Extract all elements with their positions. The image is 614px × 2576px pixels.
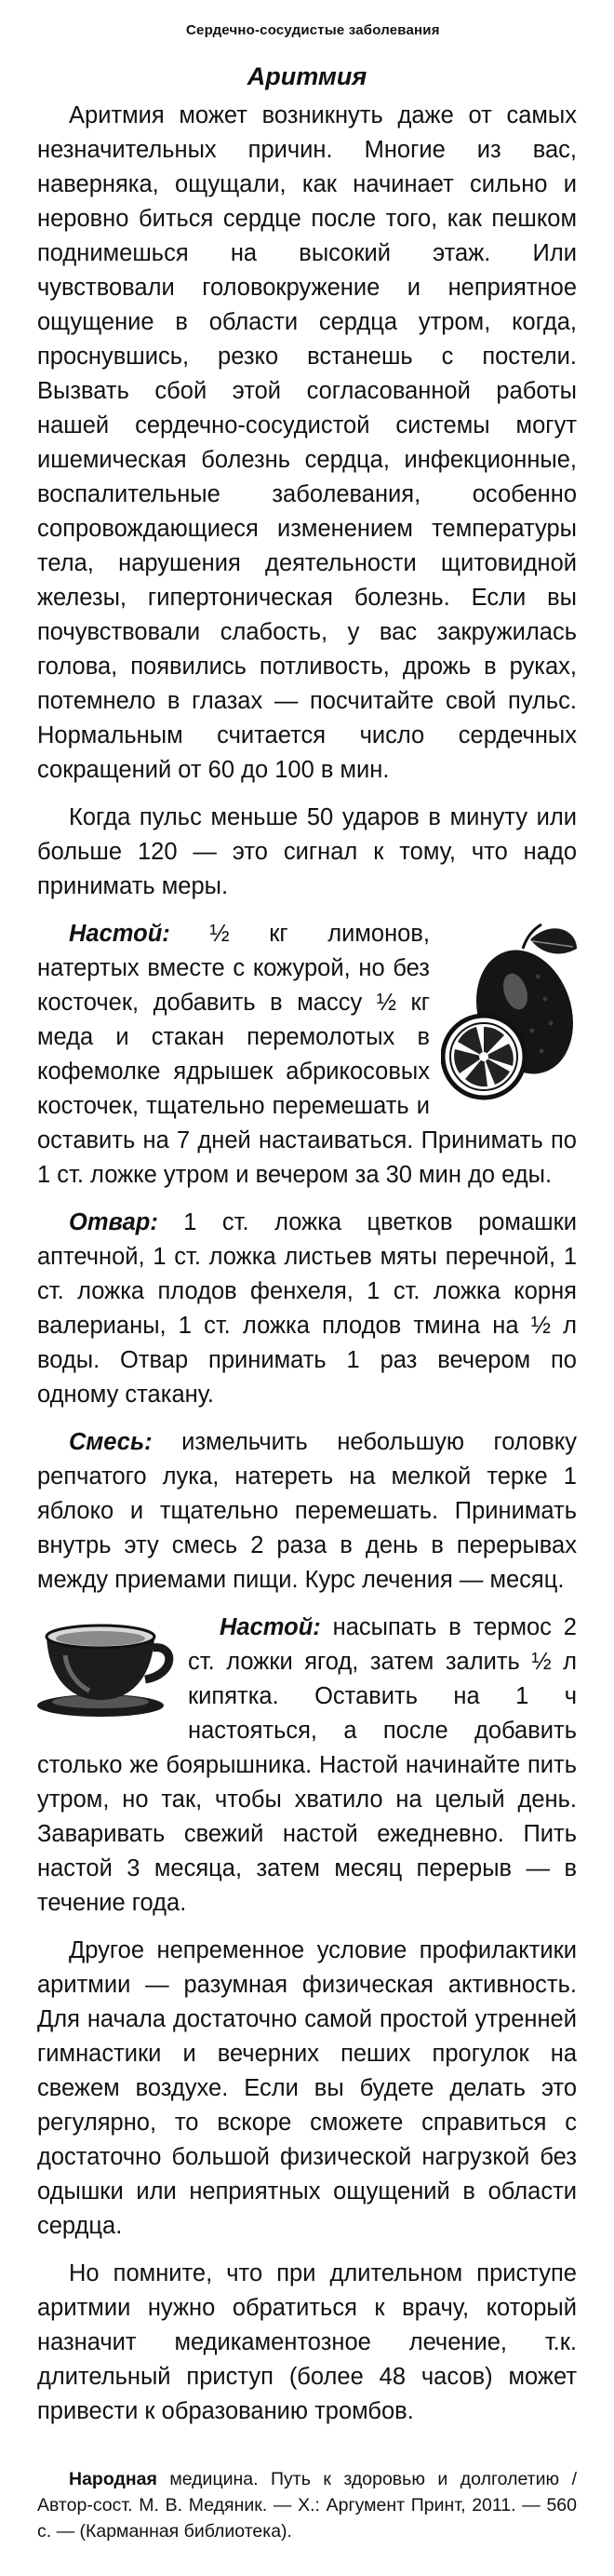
recipe-lead: Настой: [220, 1614, 321, 1640]
pulse-paragraph: Когда пульс меньше 50 ударов в минуту или больше 120 — это сигнал к тому, что надо принимать меры. [37, 804, 577, 899]
teacup-icon [33, 1616, 175, 1720]
source-text: медицина. Путь к здоровью и долголетию / Автор-сост. М. В. Медяник. — Х.: Аргумент Принт, 2011. — 560 с. — (Карманная библиотека). [37, 2469, 577, 2542]
recipe-lead: Смесь: [69, 1429, 153, 1455]
source-lead: Народная [69, 2469, 157, 2489]
recipe-mixture [37, 1425, 577, 1598]
lemon-icon [441, 921, 581, 1103]
recipe-text: насыпать в термос 2 ст. ложки ягод, затем залить ½ л кипятка. Оставить на 1 ч настояться, а после добавить столько же боярышника. Настой начинайте пить утром, но так, чтобы хватило на целый день. Заваривать свежий настой ежедневно. Пить настой 3 месяца, затем месяц перерыв — в течение года. [37, 1614, 577, 1916]
recipe-text: ½ кг лимонов, натертых вместе с кожурой, но без косточек, добавить в массу ½ кг меда и стакан перемолотых в кофемолке ядрышек абрикосовых косточек, тщательно перемешать и оставить на 7 дней настаиваться. Принимать по 1 ст. ложке утром и вечером за 30 мин до еды. [37, 921, 577, 1188]
recipe-lead: Отвар: [69, 1209, 158, 1235]
teacup-illustration [33, 1616, 175, 1720]
recipe-text: измельчить небольшую головку репчатого лука, натереть на мелкой терке 1 яблоко и тщательно перемешать. Принимать внутрь эту смесь 2 раза в день в перерывах между приемами пищи. Курс лечения — месяц. [37, 1429, 577, 1593]
doctor-paragraph: Но помните, что при длительном приступе аритмии нужно обратиться к врачу, который назначит медикаментозное лечение, т.к. длительный приступ (более 48 часов) может привести к образованию тромбов. [37, 2260, 577, 2424]
article-title: Аритмия [247, 62, 367, 90]
recipe-lead: Настой: [69, 921, 170, 947]
source-citation [37, 2466, 577, 2544]
activity-paragraph: Другое непременное условие профилактики аритмии — разумная физическая активность. Для начала достаточно самой простой утренней гимнастики и вечерних пеших прогулок на свежем воздухе. Если вы будете делать это регулярно, то вскоре сможете справиться с достаточно большой физической нагрузкой без одышки или неприятных ощущений в области сердца. [37, 1937, 577, 2239]
intro-paragraph: Аритмия может возникнуть даже от самых незначительных причин. Многие из вас, наверняка, ощущали, как начинает сильно и неровно биться сердце после того, как пешком поднимешься на высокий этаж. Или чувствовали головокружение и неприятное ощущение в области сердца утром, когда, проснувшись, резко встанешь с постели. Вызвать сбой этой согласованной работы нашей сердечно-сосудистой системы могут ишемическая болезнь сердца, инфекционные, воспалительные заболевания, особенно сопровождающиеся изменением температуры тела, нарушения деятельности щитовидной железы, гипертоническая болезнь. Если вы почувствовали слабость, у вас закружилась голова, появились потливость, дрожь в руках, потемнело в глазах — посчитайте свой пульс. Нормальным считается число сердечных сокращений от 60 до 100 в мин. [37, 102, 577, 783]
recipe-text: 1 ст. ложка цветков ромашки аптечной, 1 ст. ложка листьев мяты перечной, 1 ст. ложка плодов фенхеля, 1 ст. ложка корня валерианы, 1 ст. ложка плодов тмина на ½ л воды. Отвар принимать 1 раз вечером по одному стакану. [37, 1209, 577, 1408]
article-body [37, 99, 577, 2429]
running-header: Сердечно-сосудистые заболевания [186, 22, 440, 38]
recipe-decoction [37, 1206, 577, 1412]
lemon-illustration [441, 921, 581, 1103]
